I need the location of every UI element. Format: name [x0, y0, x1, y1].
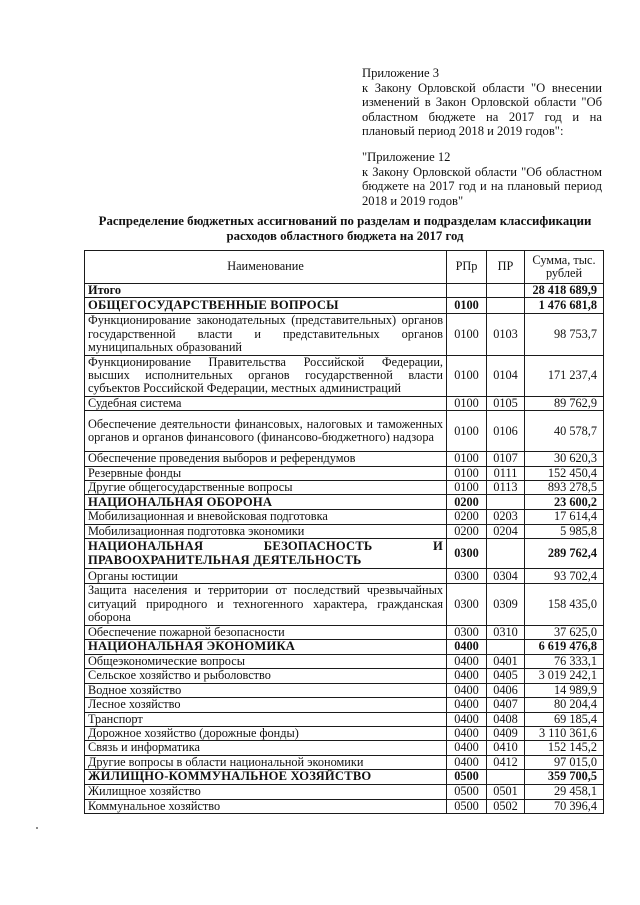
row-sum: 97 015,0: [525, 755, 604, 769]
row-sum: 93 702,4: [525, 569, 604, 584]
row-sum: 17 614,4: [525, 510, 604, 524]
row-rpr-code: 0400: [447, 639, 487, 654]
row-rpr-code: 0300: [447, 569, 487, 584]
row-rpr-code: 0200: [447, 510, 487, 524]
row-pr-code: [487, 284, 525, 298]
row-pr-code: 0105: [487, 396, 525, 410]
row-rpr-code: [447, 284, 487, 298]
row-sum: 893 278,5: [525, 481, 604, 495]
row-sum: 5 985,8: [525, 524, 604, 538]
row-rpr-code: 0100: [447, 452, 487, 466]
table-row: [85, 669, 604, 683]
row-name: Функционирование Правительства Российской Федерации, высших исполнительных органов государственной власти субъектов Российской Федерации, местных администраций: [85, 355, 447, 396]
row-name: Другие общегосударственные вопросы: [85, 481, 447, 495]
row-pr-code: 0407: [487, 698, 525, 712]
row-sum: 40 578,7: [525, 411, 604, 452]
table-row: [85, 466, 604, 480]
document-title: Распределение бюджетных ассигнований по разделам и подразделам классификации расходов областного бюджета на 2017 год: [98, 214, 592, 243]
row-name: Общеэкономические вопросы: [85, 654, 447, 668]
row-name: Судебная система: [85, 396, 447, 410]
row-pr-code: 0111: [487, 466, 525, 480]
row-rpr-code: 0100: [447, 481, 487, 495]
row-pr-code: 0204: [487, 524, 525, 538]
appendix-3-heading: Приложение 3: [362, 66, 440, 80]
row-sum: 28 418 689,9: [525, 284, 604, 298]
table-body: [85, 284, 604, 814]
table-row: [85, 683, 604, 697]
row-name: Водное хозяйство: [85, 683, 447, 697]
table-row: [85, 741, 604, 755]
row-sum: 152 450,4: [525, 466, 604, 480]
row-pr-code: 0310: [487, 625, 525, 639]
table-row: [85, 625, 604, 639]
table-row: [85, 698, 604, 712]
row-name: ЖИЛИЩНО-КОММУНАЛЬНОЕ ХОЗЯЙСТВО: [85, 770, 447, 785]
header-name: Наименование: [85, 251, 447, 284]
row-sum: 171 237,4: [525, 355, 604, 396]
row-sum: 158 435,0: [525, 584, 604, 625]
row-sum: 30 620,3: [525, 452, 604, 466]
row-name: НАЦИОНАЛЬНАЯ ОБОРОНА: [85, 495, 447, 510]
table-row: [85, 314, 604, 355]
row-pr-code: [487, 298, 525, 314]
row-sum: 37 625,0: [525, 625, 604, 639]
section-row: [85, 770, 604, 785]
row-sum: 80 204,4: [525, 698, 604, 712]
table-row: [85, 411, 604, 452]
row-sum: 98 753,7: [525, 314, 604, 355]
table-row: [85, 481, 604, 495]
row-rpr-code: 0400: [447, 741, 487, 755]
row-sum: 29 458,1: [525, 785, 604, 799]
header-pr: ПР: [487, 251, 525, 284]
budget-table: [84, 250, 604, 814]
header-rpr: РПр: [447, 251, 487, 284]
row-name: Лесное хозяйство: [85, 698, 447, 712]
row-rpr-code: 0300: [447, 539, 487, 569]
row-pr-code: 0401: [487, 654, 525, 668]
row-name: Функционирование законодательных (представительных) органов государственной власти и представительных органов муниципальных образований: [85, 314, 447, 355]
table-row: [85, 510, 604, 524]
row-pr-code: 0106: [487, 411, 525, 452]
row-pr-code: [487, 539, 525, 569]
row-pr-code: 0408: [487, 712, 525, 726]
row-pr-code: 0405: [487, 669, 525, 683]
row-pr-code: 0502: [487, 799, 525, 813]
row-pr-code: 0410: [487, 741, 525, 755]
row-pr-code: 0412: [487, 755, 525, 769]
row-name: Итого: [85, 284, 447, 298]
row-name: Другие вопросы в области национальной экономики: [85, 755, 447, 769]
row-rpr-code: 0400: [447, 669, 487, 683]
row-name: Обеспечение деятельности финансовых, налоговых и таможенных органов и органов финансового (финансово-бюджетного) надзора: [85, 411, 447, 452]
header-sum: Сумма, тыс. рублей: [525, 251, 604, 284]
row-rpr-code: 0400: [447, 654, 487, 668]
row-pr-code: 0309: [487, 584, 525, 625]
row-name: Дорожное хозяйство (дорожные фонды): [85, 726, 447, 740]
section-row: [85, 495, 604, 510]
row-sum: 14 989,9: [525, 683, 604, 697]
row-name: ОБЩЕГОСУДАРСТВЕННЫЕ ВОПРОСЫ: [85, 298, 447, 314]
appendix-3-text: к Закону Орловской области "О внесении изменений в Закон Орловской области "Об областном бюджете на 2017 год и на плановый период 2018 и 2019 годов":: [362, 80, 602, 139]
row-rpr-code: 0300: [447, 625, 487, 639]
row-sum: 76 333,1: [525, 654, 604, 668]
row-name: Транспорт: [85, 712, 447, 726]
row-rpr-code: 0300: [447, 584, 487, 625]
row-sum: 23 600,2: [525, 495, 604, 510]
table-row: [85, 654, 604, 668]
row-rpr-code: 0500: [447, 770, 487, 785]
row-pr-code: [487, 495, 525, 510]
row-sum: 289 762,4: [525, 539, 604, 569]
row-sum: 1 476 681,8: [525, 298, 604, 314]
row-rpr-code: 0500: [447, 785, 487, 799]
table-row: [85, 785, 604, 799]
total-row: [85, 284, 604, 298]
row-name: Резервные фонды: [85, 466, 447, 480]
row-rpr-code: 0400: [447, 698, 487, 712]
row-pr-code: 0406: [487, 683, 525, 697]
row-sum: 3 019 242,1: [525, 669, 604, 683]
table-row: [85, 799, 604, 813]
row-rpr-code: 0400: [447, 755, 487, 769]
row-pr-code: [487, 770, 525, 785]
row-rpr-code: 0200: [447, 495, 487, 510]
row-rpr-code: 0400: [447, 683, 487, 697]
section-row: [85, 298, 604, 314]
row-rpr-code: 0400: [447, 712, 487, 726]
section-row: [85, 539, 604, 569]
table-row: [85, 726, 604, 740]
section-row: [85, 639, 604, 654]
row-pr-code: 0113: [487, 481, 525, 495]
row-pr-code: 0103: [487, 314, 525, 355]
row-name: НАЦИОНАЛЬНАЯ ЭКОНОМИКА: [85, 639, 447, 654]
row-name: Органы юстиции: [85, 569, 447, 584]
table-row: [85, 524, 604, 538]
row-pr-code: 0107: [487, 452, 525, 466]
table-row: [85, 569, 604, 584]
row-rpr-code: 0500: [447, 799, 487, 813]
row-pr-code: 0304: [487, 569, 525, 584]
row-rpr-code: 0100: [447, 314, 487, 355]
row-sum: 3 110 361,6: [525, 726, 604, 740]
table-row: [85, 584, 604, 625]
table-row: [85, 396, 604, 410]
row-sum: 70 396,4: [525, 799, 604, 813]
row-name: Мобилизационная подготовка экономики: [85, 524, 447, 538]
row-name: Обеспечение пожарной безопасности: [85, 625, 447, 639]
row-name: Связь и информатика: [85, 741, 447, 755]
row-sum: 152 145,2: [525, 741, 604, 755]
row-pr-code: 0203: [487, 510, 525, 524]
row-name: Обеспечение проведения выборов и референдумов: [85, 452, 447, 466]
appendix-12-note: [362, 150, 602, 208]
row-name: Коммунальное хозяйство: [85, 799, 447, 813]
appendix-12-heading: "Приложение 12: [362, 150, 451, 164]
row-name: Мобилизационная и вневойсковая подготовка: [85, 510, 447, 524]
scan-speck: [36, 827, 38, 829]
row-rpr-code: 0100: [447, 396, 487, 410]
row-sum: 69 185,4: [525, 712, 604, 726]
table-row: [85, 712, 604, 726]
row-pr-code: [487, 639, 525, 654]
row-pr-code: 0501: [487, 785, 525, 799]
row-rpr-code: 0100: [447, 298, 487, 314]
row-name: Защита населения и территории от последствий чрезвычайных ситуаций природного и техногенного характера, гражданская оборона: [85, 584, 447, 625]
appendix-12-text: к Закону Орловской области "Об областном бюджете на 2017 год и на плановый период 2018 и 2019 годов": [362, 164, 602, 208]
appendix-3-note: [362, 66, 602, 139]
row-rpr-code: 0200: [447, 524, 487, 538]
table-row: [85, 755, 604, 769]
table-row: [85, 355, 604, 396]
row-pr-code: 0409: [487, 726, 525, 740]
row-name: Сельское хозяйство и рыболовство: [85, 669, 447, 683]
table-header-row: [85, 251, 604, 284]
row-sum: 359 700,5: [525, 770, 604, 785]
row-rpr-code: 0400: [447, 726, 487, 740]
row-rpr-code: 0100: [447, 466, 487, 480]
table-row: [85, 452, 604, 466]
row-sum: 6 619 476,8: [525, 639, 604, 654]
row-name: НАЦИОНАЛЬНАЯ БЕЗОПАСНОСТЬ И ПРАВООХРАНИТЕЛЬНАЯ ДЕЯТЕЛЬНОСТЬ: [85, 539, 447, 569]
row-sum: 89 762,9: [525, 396, 604, 410]
row-rpr-code: 0100: [447, 355, 487, 396]
row-name: Жилищное хозяйство: [85, 785, 447, 799]
row-pr-code: 0104: [487, 355, 525, 396]
row-rpr-code: 0100: [447, 411, 487, 452]
